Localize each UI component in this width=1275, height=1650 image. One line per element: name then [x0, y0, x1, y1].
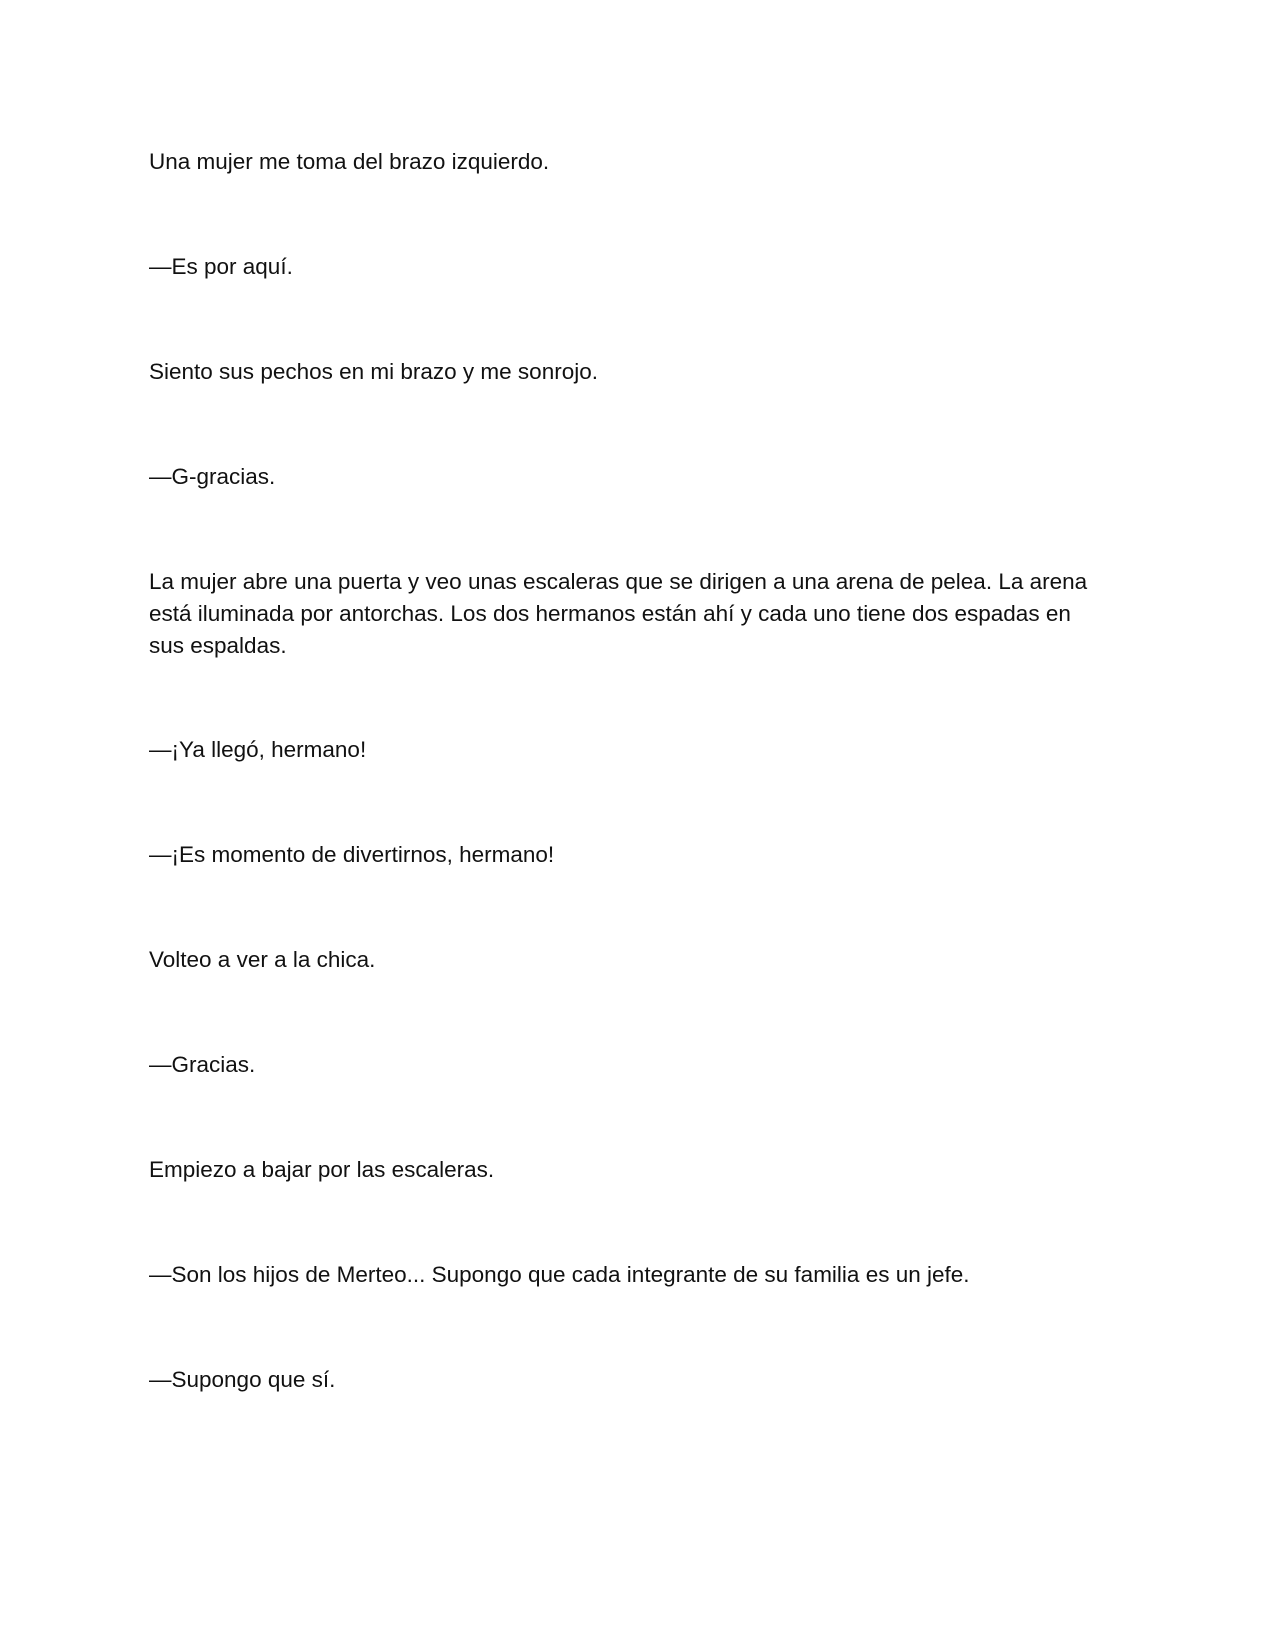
paragraph: —¡Es momento de divertirnos, hermano!: [149, 842, 555, 867]
paragraph: Siento sus pechos en mi brazo y me sonrojo.: [149, 359, 598, 384]
paragraph: —¡Ya llegó, hermano!: [149, 737, 367, 762]
paragraph: Empiezo a bajar por las escaleras.: [149, 1157, 495, 1182]
paragraph: —Supongo que sí.: [149, 1367, 336, 1392]
paragraph: —Gracias.: [149, 1052, 256, 1077]
paragraph: La mujer abre una puerta y veo unas escaleras que se dirigen a una arena de pelea. La arena está iluminada por antorchas. Los dos hermanos están ahí y cada uno tiene dos espadas en sus espaldas.: [149, 569, 1088, 658]
paragraph: —G-gracias.: [149, 464, 276, 489]
paragraph: —Es por aquí.: [149, 254, 293, 279]
paragraph: Volteo a ver a la chica.: [149, 947, 376, 972]
paragraph: Una mujer me toma del brazo izquierdo.: [149, 149, 550, 174]
paragraph: —Son los hijos de Merteo... Supongo que cada integrante de su familia es un jefe.: [149, 1262, 970, 1287]
